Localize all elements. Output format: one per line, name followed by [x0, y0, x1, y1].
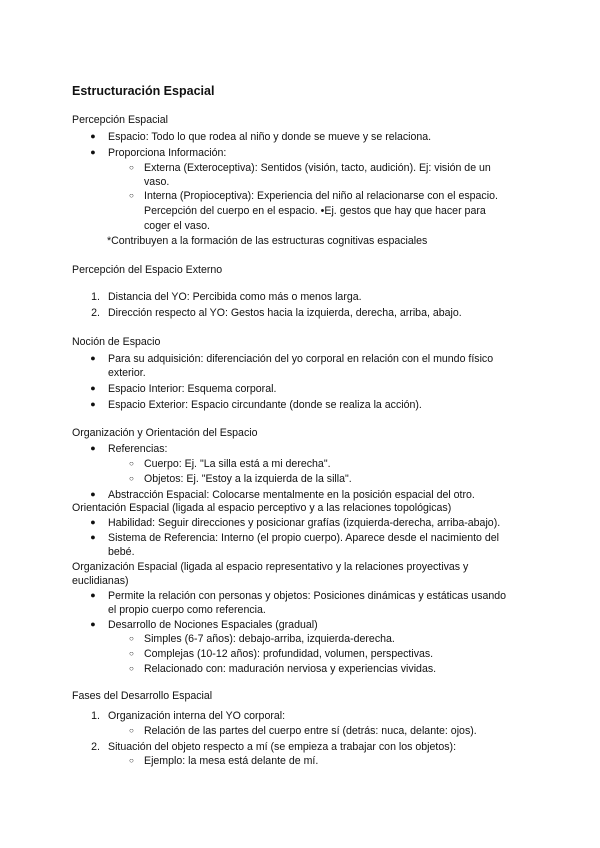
list-item-continuation: coger el vaso.	[144, 220, 210, 232]
bullet-icon: ●	[90, 590, 96, 600]
list-item: Desarrollo de Nociones Espaciales (gradual)	[108, 619, 318, 631]
list-item: Abstracción Espacial: Colocarse mentalmente en la posición espacial del otro.	[108, 489, 475, 501]
section-heading-organizacion-orientacion: Organización y Orientación del Espacio	[72, 427, 258, 439]
circle-bullet-icon: ○	[129, 726, 134, 735]
circle-bullet-icon: ○	[129, 163, 134, 172]
list-item: Referencias:	[108, 443, 168, 455]
circle-bullet-icon: ○	[129, 664, 134, 673]
list-item: Dirección respecto al YO: Gestos hacia la izquierda, derecha, arriba, abajo.	[108, 307, 462, 319]
list-item: Espacio Interior: Esquema corporal.	[108, 383, 277, 395]
list-item: Ejemplo: la mesa está delante de mí.	[144, 755, 319, 767]
list-item: Distancia del YO: Percibida como más o menos larga.	[108, 291, 362, 303]
list-item: Espacio Exterior: Espacio circundante (donde se realiza la acción).	[108, 399, 422, 411]
subheading-orientacion-espacial: Orientación Espacial (ligada al espacio perceptivo y a las relaciones topológicas)	[72, 502, 452, 514]
section-heading-nocion-espacio: Noción de Espacio	[72, 336, 161, 348]
circle-bullet-icon: ○	[129, 634, 134, 643]
circle-bullet-icon: ○	[129, 649, 134, 658]
list-item: Externa (Exteroceptiva): Sentidos (visión, tacto, audición). Ej: visión de un	[144, 162, 491, 174]
list-item: Complejas (10-12 años): profundidad, volumen, perspectivas.	[144, 648, 434, 660]
subheading-organizacion-espacial: Organización Espacial (ligada al espacio representativo y la relaciones proyectivas y	[72, 561, 469, 573]
section-heading-espacio-externo: Percepción del Espacio Externo	[72, 264, 223, 276]
circle-bullet-icon: ○	[129, 459, 134, 468]
circle-bullet-icon: ○	[129, 191, 134, 200]
list-item: Relacionado con: maduración nerviosa y experiencias vividas.	[144, 663, 437, 675]
list-item-continuation: Percepción del cuerpo en el espacio. •Ej. gestos que hay que hacer para	[144, 205, 486, 217]
bullet-icon: ●	[90, 131, 96, 141]
bullet-icon: ●	[90, 443, 96, 453]
list-item: Objetos: Ej. "Estoy a la izquierda de la silla".	[144, 473, 352, 485]
list-number: 1.	[91, 710, 100, 722]
circle-bullet-icon: ○	[129, 474, 134, 483]
list-item: Simples (6-7 años): debajo-arriba, izquierda-derecha.	[144, 633, 395, 645]
list-item: Proporciona Información:	[108, 147, 227, 159]
bullet-icon: ●	[90, 489, 96, 499]
bullet-icon: ●	[90, 147, 96, 157]
document-title: Estructuración Espacial	[72, 84, 215, 98]
list-item: Para su adquisición: diferenciación del yo corporal en relación con el mundo físico	[108, 353, 494, 365]
list-item-continuation: el propio cuerpo como referencia.	[108, 604, 266, 616]
list-item: Relación de las partes del cuerpo entre sí (detrás: nuca, delante: ojos).	[144, 725, 477, 737]
note-text: *Contribuyen a la formación de las estructuras cognitivas espaciales	[107, 235, 428, 247]
list-item: Habilidad: Seguir direcciones y posicionar grafías (izquierda-derecha, arriba-abajo).	[108, 517, 501, 529]
list-item: Organización interna del YO corporal:	[108, 710, 286, 722]
list-item-continuation: vaso.	[144, 176, 170, 188]
list-item-continuation: exterior.	[108, 367, 146, 379]
list-number: 1.	[91, 291, 100, 303]
section-heading-fases-desarrollo: Fases del Desarrollo Espacial	[72, 690, 213, 702]
list-number: 2.	[91, 741, 100, 753]
list-item: Sistema de Referencia: Interno (el propio cuerpo). Aparece desde el nacimiento del	[108, 532, 500, 544]
bullet-icon: ●	[90, 517, 96, 527]
bullet-icon: ●	[90, 532, 96, 542]
subheading-continuation: euclidianas)	[72, 575, 129, 587]
circle-bullet-icon: ○	[129, 756, 134, 765]
list-item: Espacio: Todo lo que rodea al niño y donde se mueve y se relaciona.	[108, 131, 432, 143]
list-item: Interna (Propioceptiva): Experiencia del niño al relacionarse con el espacio.	[144, 190, 498, 202]
list-item: Situación del objeto respecto a mí (se empieza a trabajar con los objetos):	[108, 741, 457, 753]
list-item: Cuerpo: Ej. "La silla está a mi derecha".	[144, 458, 331, 470]
bullet-icon: ●	[90, 353, 96, 363]
section-heading-percepcion-espacial: Percepción Espacial	[72, 114, 168, 126]
bullet-icon: ●	[90, 619, 96, 629]
list-number: 2.	[91, 307, 100, 319]
bullet-icon: ●	[90, 383, 96, 393]
list-item-continuation: bebé.	[108, 546, 135, 558]
bullet-icon: ●	[90, 399, 96, 409]
list-item: Permite la relación con personas y objetos: Posiciones dinámicas y estáticas usando	[108, 590, 507, 602]
